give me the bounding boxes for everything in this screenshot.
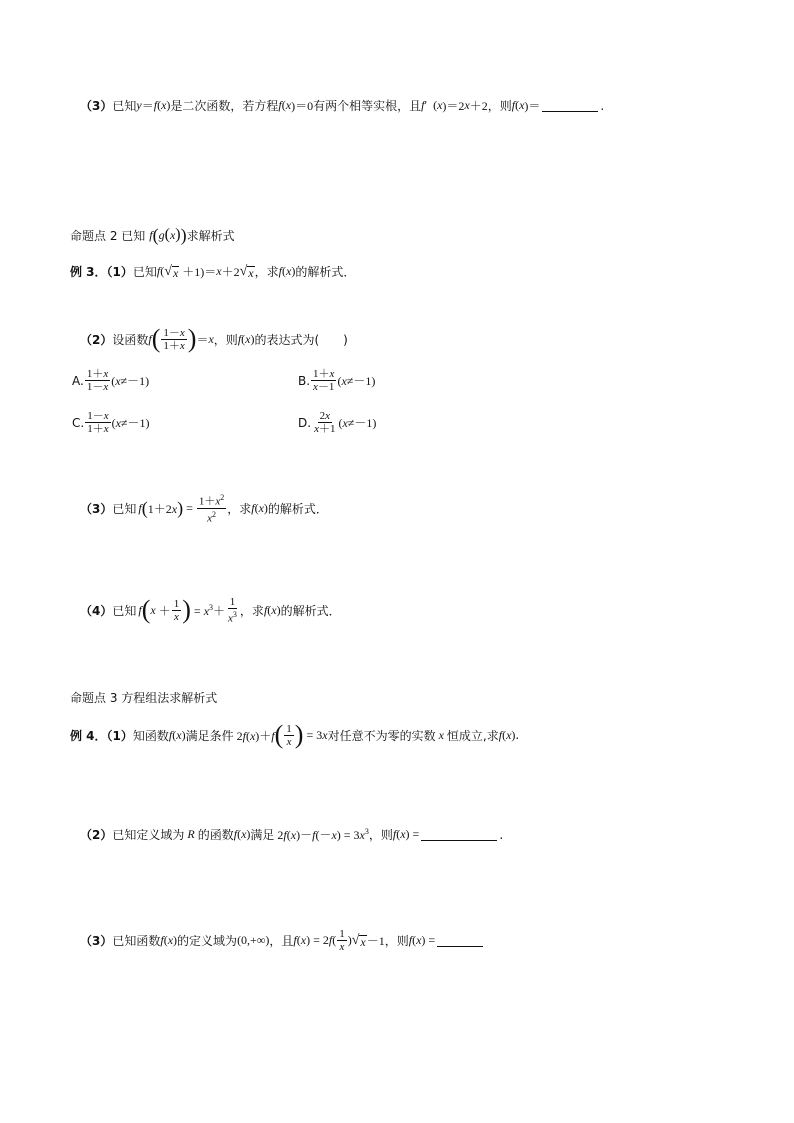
math-expr: f <box>278 98 282 112</box>
problem-3-part-3: （3） 已知 f ( 1＋2x ) = $\frac{1+x^2}{x^2}$ ，求 f ( x ) 的解析式． <box>80 493 328 525</box>
problem-text: ，则 <box>487 99 512 113</box>
example-label: 例 3．（1） <box>70 265 133 279</box>
problem-text: 有两个相等实根，且 <box>313 99 422 113</box>
sqrt-symbol: √ x <box>351 932 366 949</box>
topic-3-heading: 命题点 3 方程组法求解析式 <box>70 691 218 705</box>
math-expr: f <box>421 98 425 112</box>
problem-4-part-2: （2） 已知定义域为 R 的函数 f ( x ) 满足 $2f(x)-f(-x) = 3x^3$ ，则 f ( x ) = . <box>80 827 504 842</box>
problem-3-quadratic: （3） 已知 y ＝ f ( x ) 是二次函数，若方程 f ( x )＝0 有两个相等实根，且 f ′ ( x )＝2 x ＋2 ，则 f ( x )＝ . <box>80 98 605 113</box>
fraction: $\frac{1-x}{1+x}$ <box>163 326 185 352</box>
answer-blank[interactable] <box>421 828 497 841</box>
math-expr: f <box>511 98 516 112</box>
answer-blank[interactable] <box>437 934 483 947</box>
option-b[interactable]: B. $\frac{1+x}{x-1}$ (x≠－1) <box>298 368 376 393</box>
problem-label: （3） <box>80 99 113 113</box>
problem-text: 已知 <box>112 99 137 113</box>
example-3-part-1: 例 3．（1） 已知 f ( √ x ＋1)＝ x ＋2 √ x ，求 f ( x ) 的解析式． <box>70 263 356 280</box>
example-4-part-1: 例 4．（1） 知函数 f ( x ) 满足条件 2f(x)＋f ( $\frac{1}{x}$ ) = 3x 对任意不为零的实数 x 恒成立,求 f ( x ) . <box>70 720 520 749</box>
problem-3-part-2: （2） 设函数 f ( $\frac{1-x}{1+x}$ ) ＝ x ，则 f ( x ) 的表达式为( ) <box>80 324 348 353</box>
problem-4-part-3: （3） 已知函数 f ( x ) 的定义域为 (0,+∞) ，且 f(x) = 2f( $\frac{1}{x}$ ) √ x －1 ，则 f ( x ) = <box>80 928 485 953</box>
answer-blank[interactable] <box>542 99 598 112</box>
problem-3-part-4: （4） 已知 f ( x ＋ $\frac{1}{x}$ ) = $x^3+$ $\frac{1}{x^3}$ ，求 f ( x ) 的解析式． <box>80 595 341 625</box>
problem-text: 是二次函数，若方程 <box>170 99 279 113</box>
sqrt-symbol: √ x <box>164 263 179 280</box>
topic-2-heading: 命题点 2 已知 f ( g ( x ) ) 求解析式 <box>70 225 235 245</box>
math-expr: y <box>136 98 142 112</box>
option-a[interactable]: A. $\frac{1+x}{1-x}$ (x≠－1) <box>72 368 150 393</box>
option-d[interactable]: D. $\frac{2x}{x+1}$ (x≠－1) <box>298 410 377 435</box>
option-c[interactable]: C. $\frac{1-x}{1+x}$ (x≠－1) <box>72 410 150 435</box>
sqrt-symbol: √ x <box>239 263 254 280</box>
